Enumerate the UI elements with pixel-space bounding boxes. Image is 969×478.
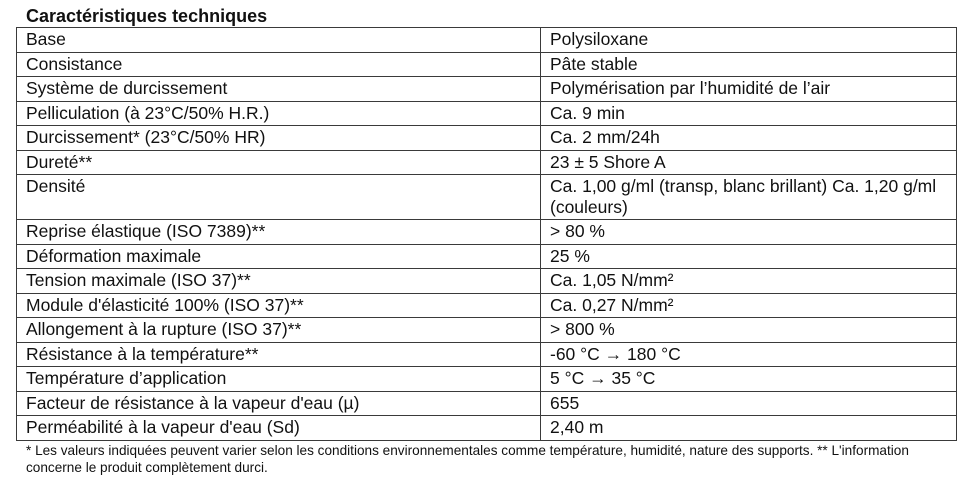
property-value: Ca. 2 mm/24h: [541, 126, 957, 151]
table-row: [17, 293, 957, 318]
table-row: [17, 220, 957, 245]
table-row: [17, 342, 957, 367]
property-label: Facteur de résistance à la vapeur d'eau (µ): [17, 391, 541, 416]
table-row: [17, 416, 957, 441]
property-label: Reprise élastique (ISO 7389)**: [17, 220, 541, 245]
property-label: Résistance à la température**: [17, 342, 541, 367]
property-label: Module d'élasticité 100% (ISO 37)**: [17, 293, 541, 318]
table-row: [17, 150, 957, 175]
property-label: Déformation maximale: [17, 244, 541, 269]
property-value: 25 %: [541, 244, 957, 269]
table-row: [17, 244, 957, 269]
spec-table: [16, 27, 957, 441]
property-value: Ca. 1,05 N/mm²: [541, 269, 957, 294]
property-value: 5 °C → 35 °C: [541, 367, 957, 392]
property-label: Pelliculation (à 23°C/50% H.R.): [17, 101, 541, 126]
table-row: [17, 101, 957, 126]
table-row: [17, 269, 957, 294]
property-label: Température d’application: [17, 367, 541, 392]
property-value: -60 °C → 180 °C: [541, 342, 957, 367]
property-value: Ca. 0,27 N/mm²: [541, 293, 957, 318]
property-label: Consistance: [17, 52, 541, 77]
table-row: [17, 318, 957, 343]
property-label: Densité: [17, 175, 541, 220]
property-value: Polysiloxane: [541, 28, 957, 53]
property-value: > 800 %: [541, 318, 957, 343]
section-title: Caractéristiques techniques: [26, 6, 268, 26]
property-value: 655: [541, 391, 957, 416]
property-label: Perméabilité à la vapeur d'eau (Sd): [17, 416, 541, 441]
property-label: Tension maximale (ISO 37)**: [17, 269, 541, 294]
property-label: Dureté**: [17, 150, 541, 175]
table-row: [17, 367, 957, 392]
table-row: [17, 391, 957, 416]
property-value: > 80 %: [541, 220, 957, 245]
property-value: 23 ± 5 Shore A: [541, 150, 957, 175]
property-label: Allongement à la rupture (ISO 37)**: [17, 318, 541, 343]
footnote: * Les valeurs indiquées peuvent varier selon les conditions environnementales comme température, humidité, nature des supports. ** L'information concerne le produit complètement durci.: [26, 443, 909, 475]
table-row: [17, 126, 957, 151]
property-value: Pâte stable: [541, 52, 957, 77]
property-label: Base: [17, 28, 541, 53]
property-value: Ca. 9 min: [541, 101, 957, 126]
property-value: 2,40 m: [541, 416, 957, 441]
table-row: [17, 175, 957, 220]
property-label: Durcissement* (23°C/50% HR): [17, 126, 541, 151]
property-value: Polymérisation par l’humidité de l’air: [541, 77, 957, 102]
property-label: Système de durcissement: [17, 77, 541, 102]
table-row: [17, 52, 957, 77]
property-value: Ca. 1,00 g/ml (transp, blanc brillant) Ca. 1,20 g/ml (couleurs): [541, 175, 957, 220]
table-row: [17, 28, 957, 53]
table-row: [17, 77, 957, 102]
